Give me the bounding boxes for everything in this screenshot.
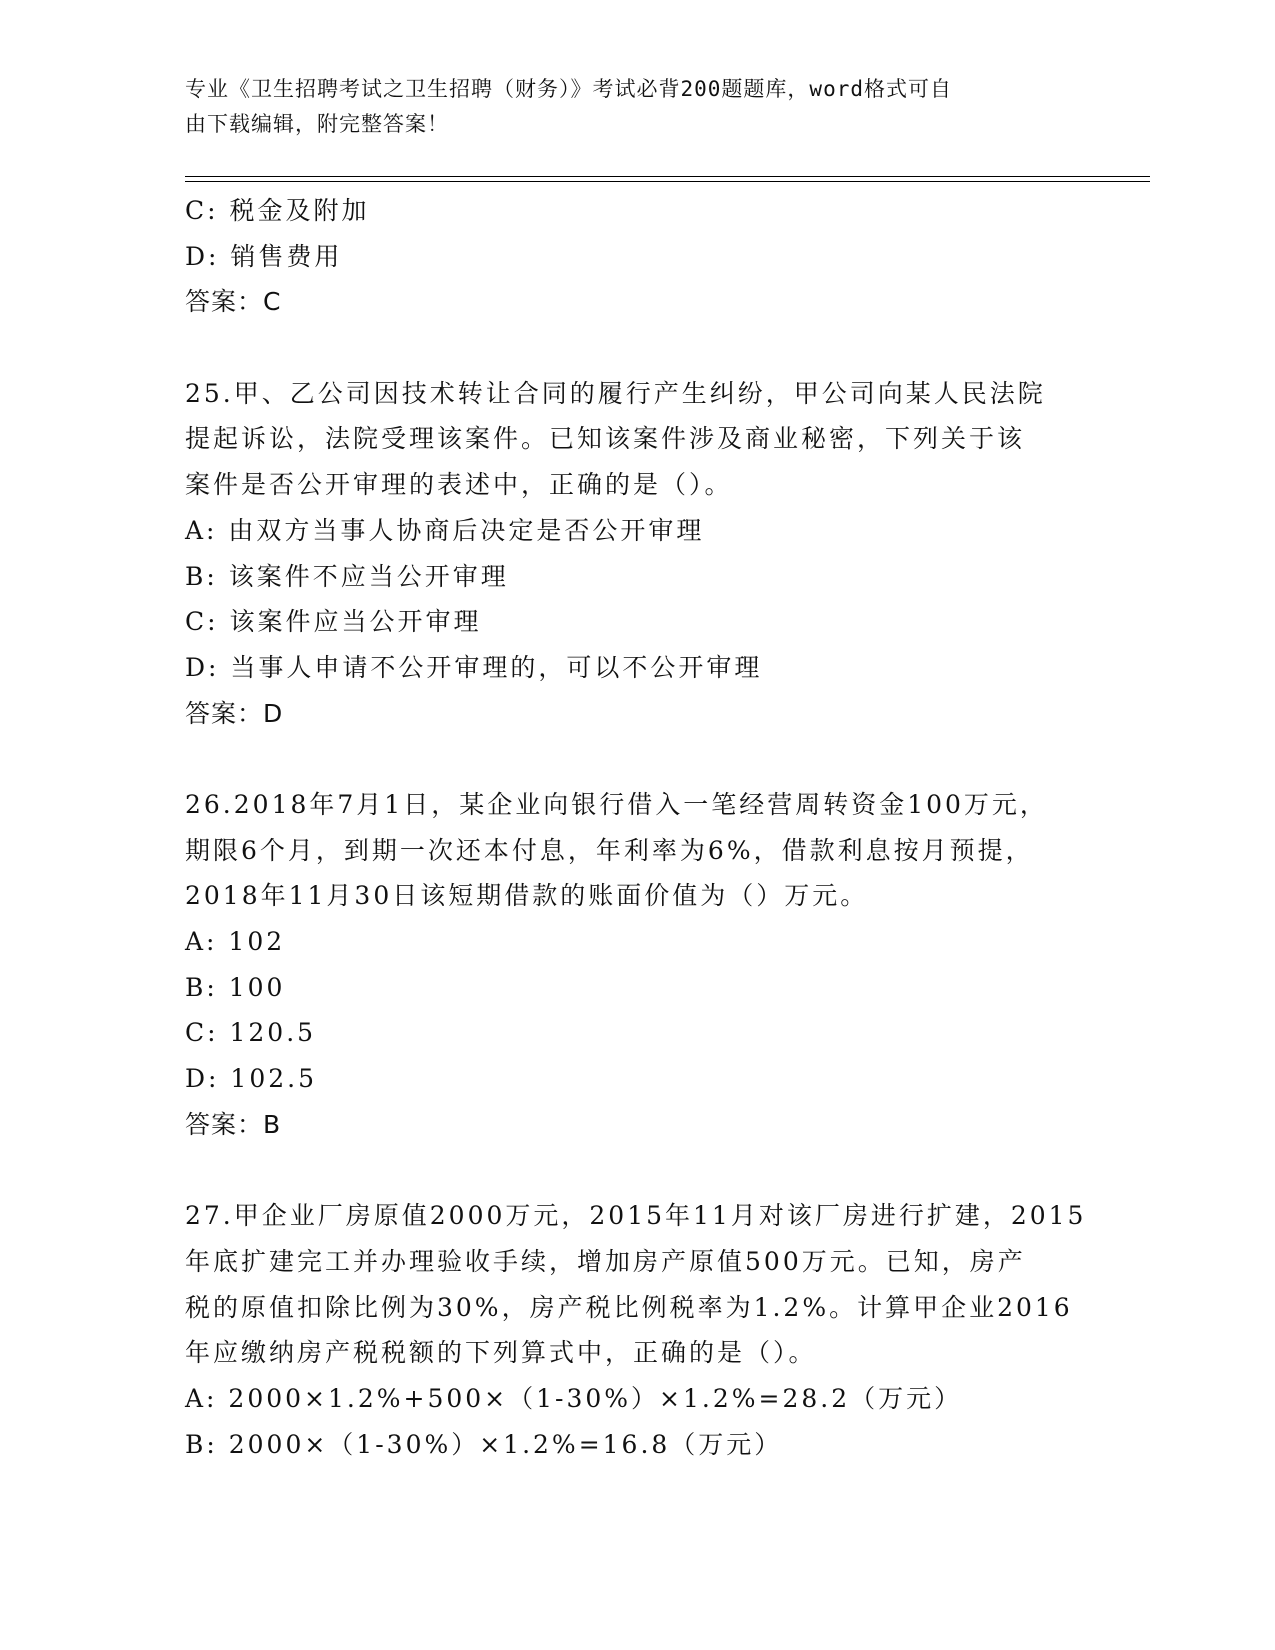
- prev-question: [185, 188, 1085, 325]
- question-text: 税的原值扣除比例为30%，房产税比例税率为1.2%。计算甲企业2016: [185, 1292, 1073, 1322]
- option-c: C: 该案件应当公开审理: [185, 607, 482, 637]
- answer: 答案：B: [185, 1109, 282, 1139]
- question-25: [185, 371, 1085, 737]
- header-line-1: 专业《卫生招聘考试之卫生招聘（财务）》考试必背200题题库，word格式可自: [185, 77, 952, 101]
- question-content: [185, 188, 1085, 1467]
- option-a: A: 102: [185, 927, 286, 956]
- question-text: 提起诉讼，法院受理该案件。已知该案件涉及商业秘密，下列关于该: [185, 424, 1026, 454]
- answer: 答案：C: [185, 287, 282, 317]
- header-rule-top: [185, 176, 1150, 177]
- option-c: C: 120.5: [185, 1018, 317, 1048]
- question-text: 2018年11月30日该短期借款的账面价值为（）万元。: [185, 881, 869, 911]
- option-b: B: 该案件不应当公开审理: [185, 561, 509, 591]
- question-text: 27.甲企业厂房原值2000万元，2015年11月对该厂房进行扩建，2015: [185, 1201, 1087, 1231]
- option-b: B: 2000×（1-30%）×1.2%=16.8（万元）: [185, 1429, 783, 1459]
- answer: 答案：D: [185, 698, 284, 728]
- question-text: 期限6个月，到期一次还本付息，年利率为6%，借款利息按月预提，: [185, 835, 1034, 865]
- document-header: [185, 72, 1065, 142]
- question-27: [185, 1193, 1085, 1467]
- option-d: D: 102.5: [185, 1064, 317, 1094]
- question-26: [185, 782, 1085, 1148]
- option-d: D: 销售费用: [185, 241, 343, 271]
- option-a: A: 由双方当事人协商后决定是否公开审理: [185, 515, 705, 545]
- header-rule-bottom: [185, 181, 1150, 182]
- question-text: 年底扩建完工并办理验收手续，增加房产原值500万元。已知，房产: [185, 1246, 1026, 1276]
- question-text: 25.甲、乙公司因技术转让合同的履行产生纠纷，甲公司向某人民法院: [185, 378, 1046, 408]
- option-d: D: 当事人申请不公开审理的，可以不公开审理: [185, 652, 763, 682]
- question-text: 26.2018年7月1日，某企业向银行借入一笔经营周转资金100万元，: [185, 789, 1048, 819]
- question-text: 年应缴纳房产税税额的下列算式中，正确的是（）。: [185, 1338, 817, 1368]
- header-line-2: 由下载编辑，附完整答案！: [185, 112, 449, 136]
- option-b: B: 100: [185, 972, 286, 1002]
- question-text: 案件是否公开审理的表述中，正确的是（）。: [185, 470, 733, 500]
- option-a: A: 2000×1.2%+500×（1-30%）×1.2%=28.2（万元）: [185, 1383, 963, 1413]
- option-c: C: 税金及附加: [185, 196, 370, 225]
